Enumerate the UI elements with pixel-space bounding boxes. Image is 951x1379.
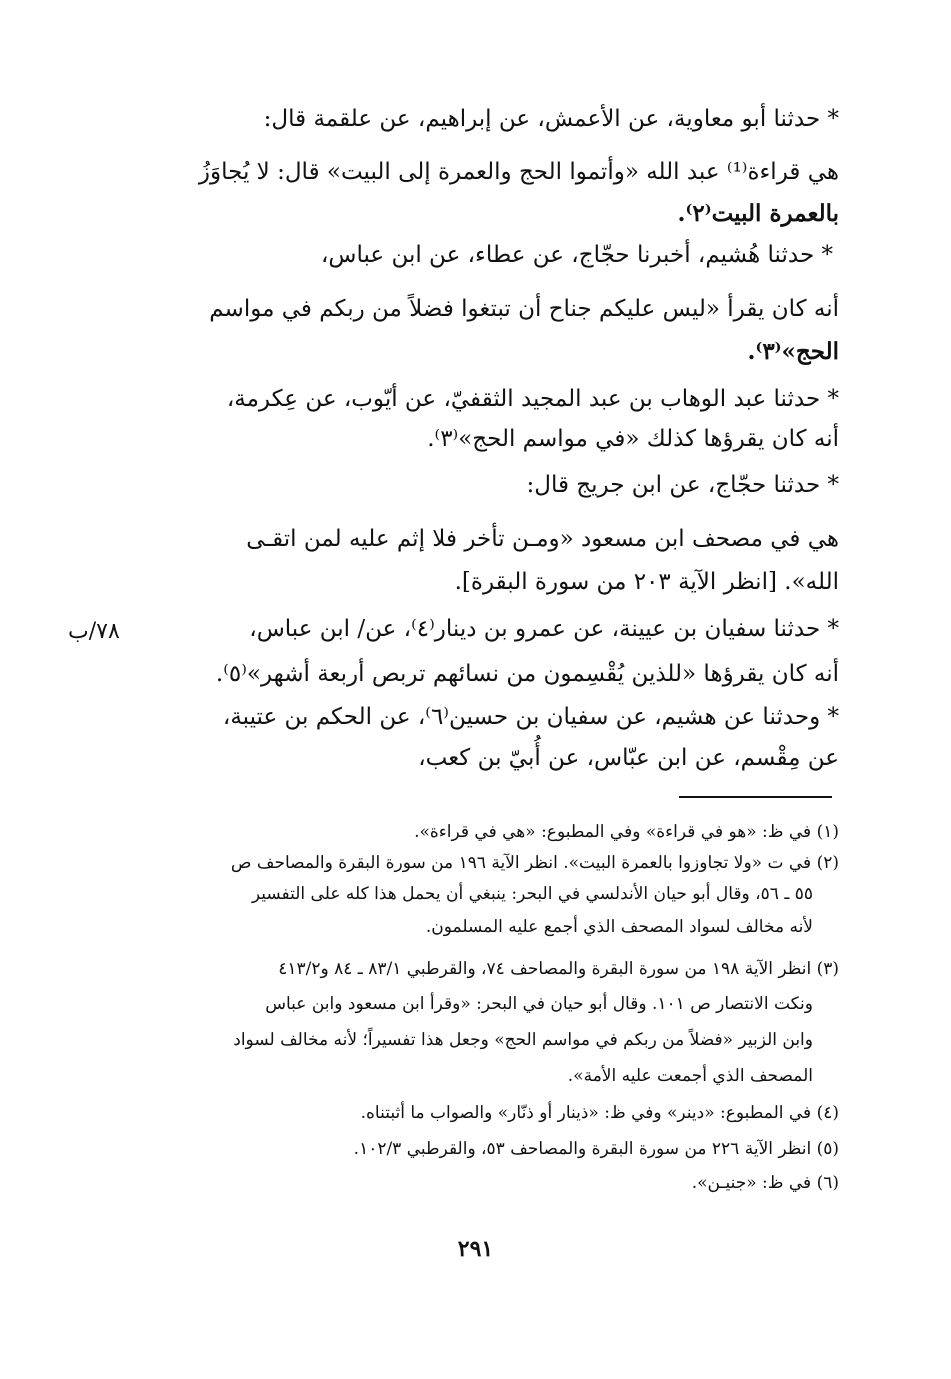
body-line-12: * حدثنا سفيان بن عيينة، عن عمرو بن دينار⁽٤⁾، عن/ ابن عباس، — [249, 616, 839, 642]
body-line-11: الله». [انظر الآية ٢٠٣ من سورة البقرة]. — [454, 569, 839, 595]
footnote-separator — [679, 796, 832, 798]
footnote-2-cont-1: ٥٥ ـ ٥٦، وقال أبو حيان الأندلسي في البحر: ينبغي أن يحمل هذا كله على التفسير — [251, 884, 813, 904]
body-line-10: هي في مصحف ابن مسعود «ومـن تأخر فلا إثم عليه لمن اتقـى — [246, 526, 839, 552]
body-line-8: أنه كان يقرؤها كذلك «في مواسم الحج»⁽٣⁾. — [427, 426, 839, 452]
body-line-2: هي قراءة⁽¹⁾ عبد الله «وأتموا الحج والعمرة إلى البيت» قال: لا يُجاوَزُ — [198, 159, 839, 185]
footnote-5: (٥) انظر الآية ٢٢٦ من سورة البقرة والمصاحف ٥٣، والقرطبي ١٠٢/٣. — [353, 1139, 839, 1159]
footnote-4: (٤) في المطبوع: «دينر» وفي ظ: «ذينار أو ذنّار» والصواب ما أثبتناه. — [360, 1103, 839, 1123]
footnote-2-cont-2: لأنه مخالف لسواد المصحف الذي أجمع عليه المسلمون. — [425, 917, 813, 937]
footnote-3-cont-2: وابن الزبير «فضلاً من ربكم في مواسم الحج» وجعل هذا تفسيراً؛ لأنه مخالف لسواد — [233, 1030, 813, 1050]
body-line-15: عن مِقْسم، عن ابن عبّاس، عن أُبيّ بن كعب، — [418, 745, 839, 771]
footnote-3-cont-1: ونكت الانتصار ص ١٠١. وقال أبو حيان في البحر: «وقرأ ابن مسعود وابن عباس — [265, 994, 813, 1014]
body-line-14: * وحدثنا عن هشيم، عن سفيان بن حسين⁽٦⁾، عن الحكم بن عتيبة، — [222, 704, 839, 730]
body-line-13: أنه كان يقرؤها «للذين يُقْسِمون من نسائهم تربص أربعة أشهر»⁽٥⁾. — [215, 661, 839, 687]
body-line-7: * حدثنا عبد الوهاب بن عبد المجيد الثقفيّ، عن أيّوب، عن عِكرمة، — [226, 386, 839, 412]
body-line-3: بالعمرة البيت⁽٢⁾. — [677, 200, 839, 227]
margin-folio-note: ٧٨/ب — [68, 619, 120, 644]
body-line-4: * حدثنا هُشيم، أخبرنا حجّاج، عن عطاء، عن ابن عباس، — [320, 242, 833, 268]
body-line-9: * حدثنا حجّاج، عن ابن جريج قال: — [526, 472, 839, 498]
page-number: ٢٩١ — [457, 1236, 494, 1262]
body-line-6: الحج»⁽٣⁾. — [747, 338, 839, 365]
body-line-1: * حدثنا أبو معاوية، عن الأعمش، عن إبراهيم، عن علقمة قال: — [263, 106, 839, 132]
body-line-5: أنه كان يقرأ «ليس عليكم جناح أن تبتغوا فضلاً من ربكم في مواسم — [209, 296, 839, 322]
footnote-3-cont-3: المصحف الذي أجمعت عليه الأمة». — [567, 1066, 813, 1086]
footnote-1: (١) في ظ: «هو في قراءة» وفي المطبوع: «هي في قراءة». — [414, 822, 839, 842]
footnote-6: (٦) في ظ: «جنيـن». — [691, 1173, 839, 1193]
footnote-2: (٢) في ت «ولا تجاوزوا بالعمرة البيت». انظر الآية ١٩٦ من سورة البقرة والمصاحف ص — [230, 853, 839, 873]
footnote-3: (٣) انظر الآية ١٩٨ من سورة البقرة والمصاحف ٧٤، والقرطبي ٨٣/١ ـ ٨٤ و٤١٣/٢ — [278, 959, 839, 979]
